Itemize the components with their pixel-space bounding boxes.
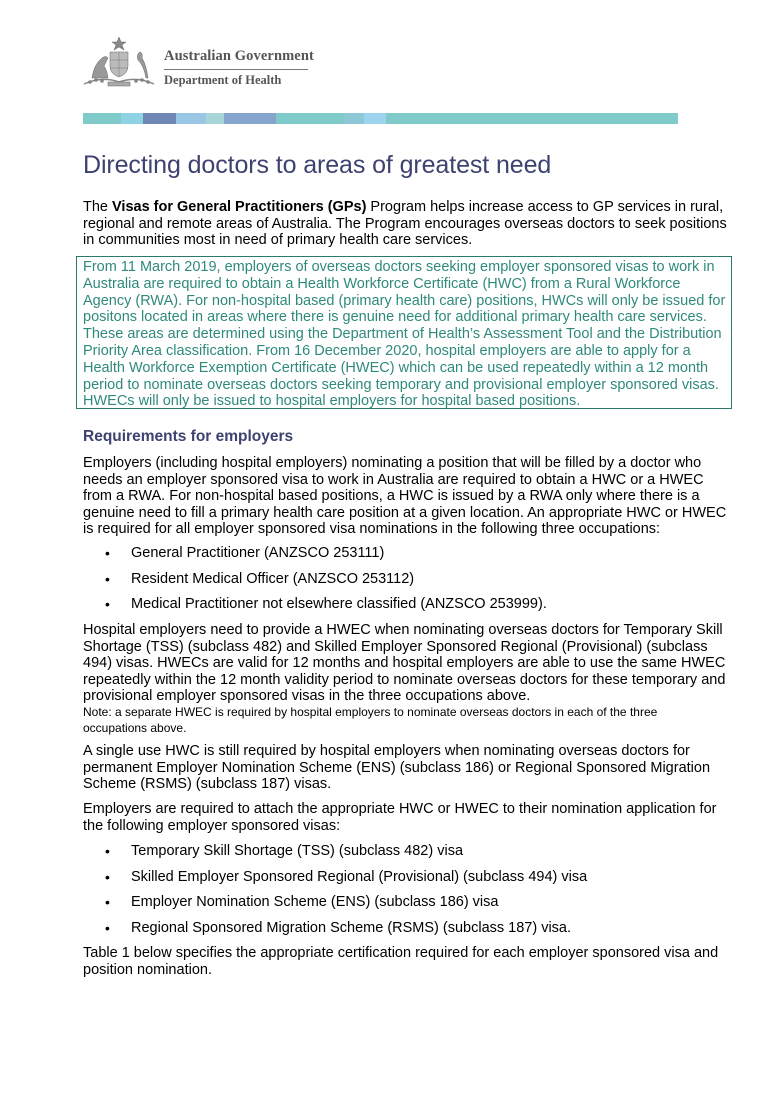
occupations-list: [83, 545, 723, 622]
list-item: • Medical Practitioner not elsewhere classified (ANZSCO 253999).: [83, 596, 723, 622]
stripe-segment: [143, 113, 176, 124]
list-item: • Resident Medical Officer (ANZSCO 253112): [83, 571, 723, 597]
list-item: • General Practitioner (ANZSCO 253111): [83, 545, 723, 571]
list-item: • Employer Nomination Scheme (ENS) (subclass 186) visa: [83, 894, 723, 920]
intro-paragraph: [83, 199, 731, 249]
stripe-segment: [176, 113, 206, 124]
stripe-segment: [276, 113, 344, 124]
table-reference-paragraph: Table 1 below specifies the appropriate certification required for each employer sponsored visa and position nomination.: [83, 945, 719, 978]
stripe-segment: [224, 113, 276, 124]
list-item: • Temporary Skill Shortage (TSS) (subclass 482) visa: [83, 843, 723, 869]
callout-text: From 11 March 2019, employers of overseas doctors seeking employer sponsored visas to work in Australia are required to obtain a Health Workforce Certificate (HWC) from a Rural Workforce Agency (RWA). For non-hospital based (primary health care) positions, HWCs will only be issued for positons located in areas where there is genuine need for additional primary health care services. These areas are determined using the Department of Health’s Assessment Tool and the Distribution Priority Area classification. From 16 December 2020, hospital employers are able to apply for a Health Workforce Exemption Certificate (HWEC) which can be used repeatedly within a 12 month period to nominate overseas doctors seeking temporary and provisional employer sponsored visas. HWECs will only be issued to hospital employers for hospital based positions.: [83, 259, 726, 410]
intro-prefix: The: [83, 199, 113, 215]
header-color-stripe: [83, 113, 678, 124]
stripe-segment: [386, 113, 678, 124]
intro-text: Program helps increase access to GP services in rural, regional and remote areas of Australia. The Program encourages overseas doctors to seek positions in communities most in need of primary health care services.: [83, 199, 727, 249]
note-text: Note: a separate HWEC is required by hospital employers to nominate overseas doctors in each of the three occupations above.: [83, 705, 658, 735]
hospital-employers-paragraph: Hospital employers need to provide a HWEC when nominating overseas doctors for Temporary Skill Shortage (TSS) (subclass 482) and Skilled Employer Sponsored Regional (Provisional) (subclass 494) visas. HWECs are valid for 12 months and hospital employers are able to use the same HWEC repeatedly within the 12 month validity period to nominate overseas doctors for these temporary and provisional employer sponsored visas in the three occupations above.: [83, 622, 726, 705]
list-item: • Skilled Employer Sponsored Regional (Provisional) (subclass 494) visa: [83, 869, 723, 895]
requirements-heading: Requirements for employers: [83, 428, 294, 445]
coat-of-arms-icon: [82, 36, 156, 88]
single-use-hwc-paragraph: A single use HWC is still required by hospital employers when nominating overseas doctors for permanent Employer Nomination Scheme (ENS) (subclass 186) or Regional Sponsored Migration Scheme (RSMS) (subclass 187) visas.: [83, 743, 711, 793]
program-name: Visas for General Practitioners (GPs): [112, 199, 367, 215]
stripe-segment: [121, 113, 143, 124]
list-item: • Regional Sponsored Migration Scheme (RSMS) (subclass 187) visa.: [83, 920, 723, 946]
stripe-segment: [206, 113, 224, 124]
attach-certificate-paragraph: Employers are required to attach the appropriate HWC or HWEC to their nomination application for the following employer sponsored visas:: [83, 801, 717, 834]
visas-list: [83, 843, 723, 945]
page-title: Directing doctors to areas of greatest need: [83, 151, 552, 179]
department-name: Department of Health: [164, 73, 282, 87]
stripe-segment: [364, 113, 386, 124]
requirements-paragraph: Employers (including hospital employers) nominating a position that will be filled by a doctor who needs an employer sponsored visa to work in Australia are required to obtain a HWC or a HWEC from a RWA. For non-hospital based positions, a HWC is issued by a RWA only where there is a genuine need to fill a primary health care position at a given location. An appropriate HWC or HWEC is required for all employer sponsored visa nominations in the following three occupations:: [83, 455, 727, 538]
stripe-segment: [344, 113, 364, 124]
header-divider: [164, 69, 308, 70]
stripe-segment: [83, 113, 121, 124]
government-name: Australian Government: [164, 48, 314, 64]
